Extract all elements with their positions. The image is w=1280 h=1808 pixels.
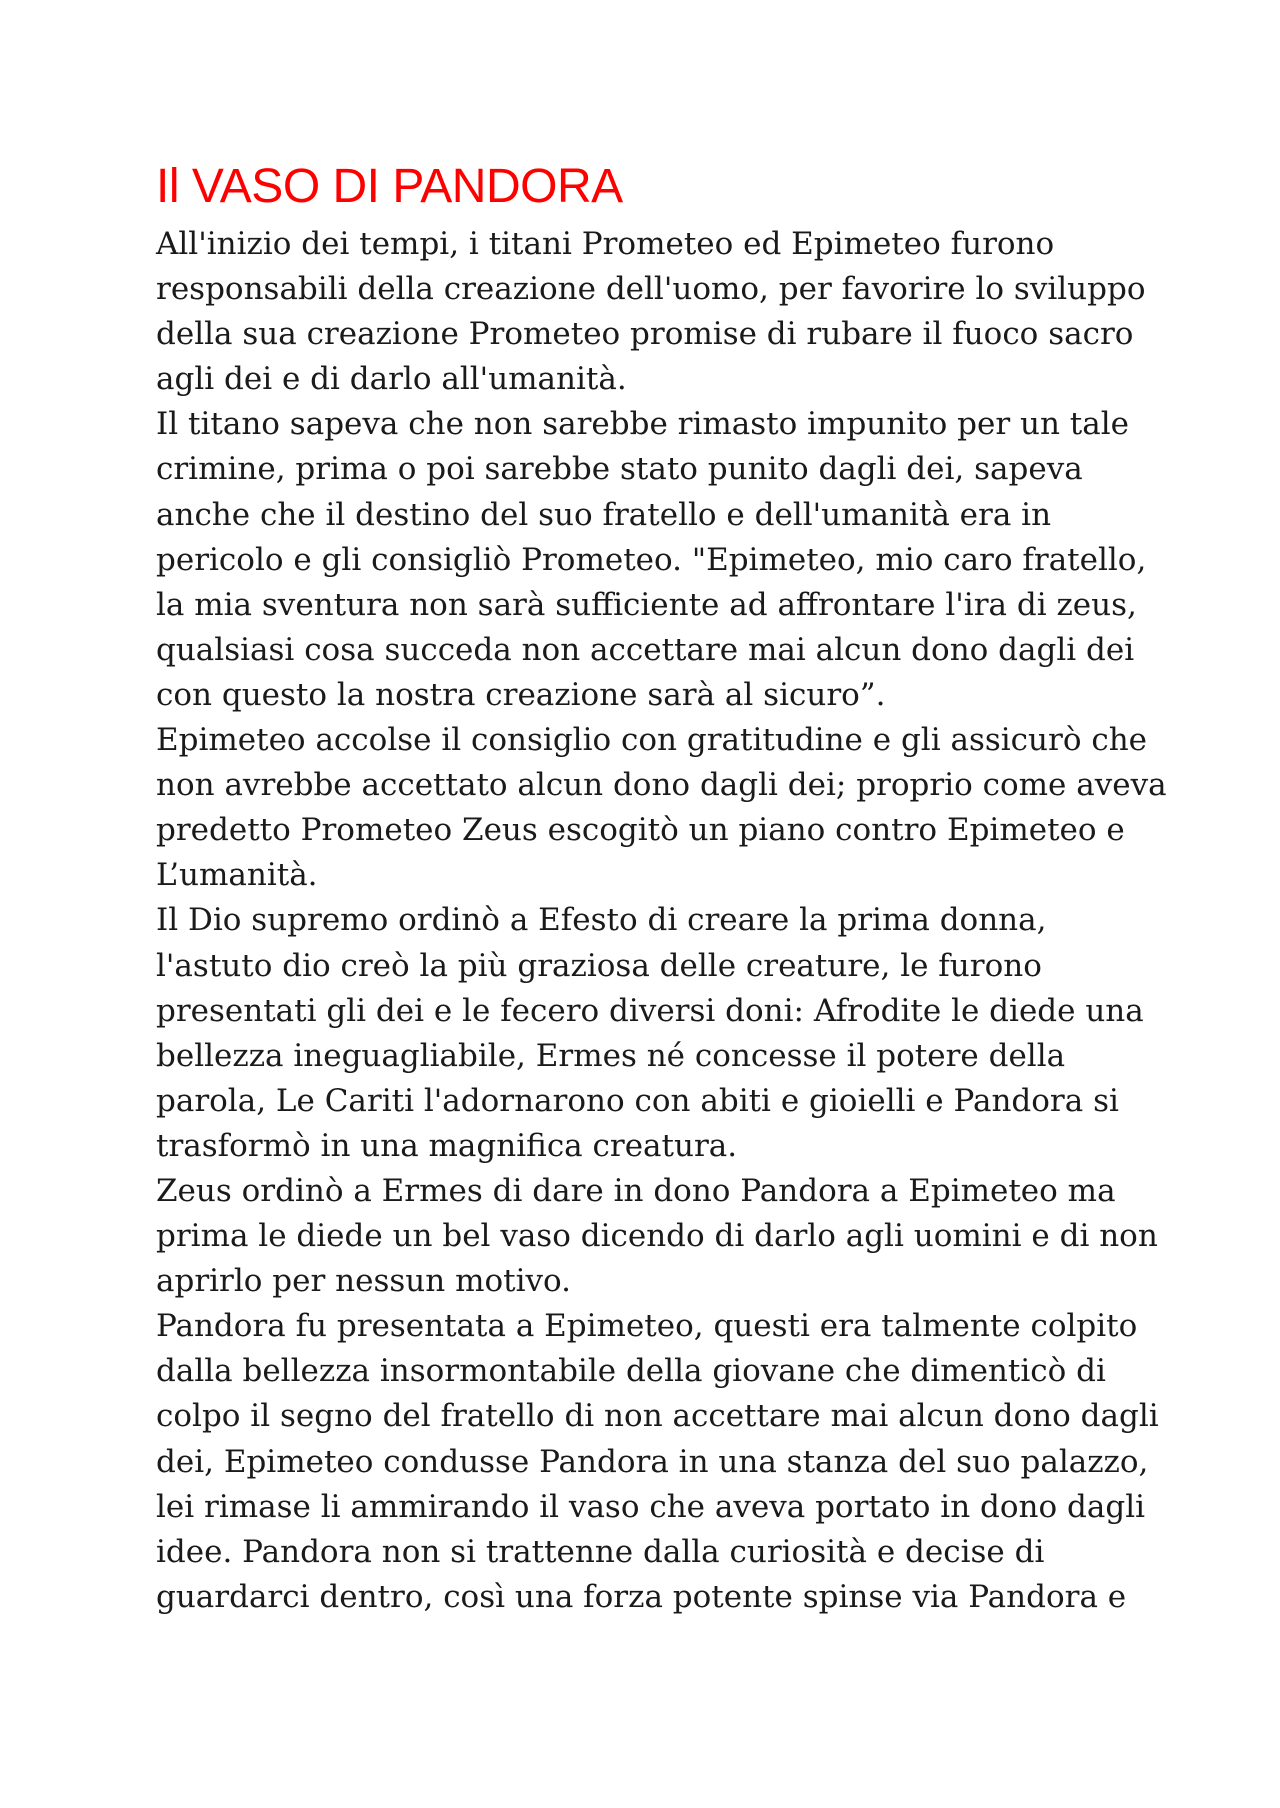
text-line: responsabili della creazione dell'uomo, per favorire lo sviluppo [156,271,1146,308]
text-line: l'astuto dio creò la più graziosa delle creature, le furono [156,947,1042,984]
text-line: predetto Prometeo Zeus escogitò un piano contro Epimeteo e [156,812,1125,849]
text-line: parola, Le Cariti l'adornarono con abiti e gioielli e Pandora si [156,1082,1119,1119]
text-line: Il titano sapeva che non sarebbe rimasto impunito per un tale [156,406,1129,443]
document-title: Il VASO DI PANDORA [156,160,623,213]
text-line: Zeus ordinò a Ermes di dare in dono Pandora a Epimeteo ma [156,1172,1116,1209]
text-line: dei, Epimeteo condusse Pandora in una stanza del suo palazzo, [156,1443,1149,1480]
text-line: aprirlo per nessun motivo. [156,1263,572,1300]
text-line: Pandora fu presentata a Epimeteo, questi era talmente colpito [156,1308,1138,1345]
text-line: la mia sventura non sarà sufficiente ad affrontare l'ira di zeus, [156,586,1137,623]
text-line: L’umanità. [156,857,318,894]
text-line: non avrebbe accettato alcun dono dagli dei; proprio come aveva [156,767,1167,804]
text-line: Epimeteo accolse il consiglio con gratitudine e gli assicurò che [156,722,1148,759]
text-line: qualsiasi cosa succeda non accettare mai alcun dono dagli dei [156,631,1135,668]
text-line: idee. Pandora non si trattenne dalla curiosità e decise di [156,1533,1045,1570]
text-line: lei rimase li ammirando il vaso che aveva portato in dono dagli [156,1488,1146,1525]
text-line: guardarci dentro, così una forza potente spinse via Pandora e [156,1578,1127,1615]
document-body [156,222,1167,1620]
text-line: presentati gli dei e le fecero diversi doni: Afrodite le diede una [156,992,1144,1029]
text-line: pericolo e gli consigliò Prometeo. "Epimeteo, mio caro fratello, [156,541,1147,578]
text-line: Il Dio supremo ordinò a Efesto di creare la prima donna, [156,902,1047,939]
text-line: crimine, prima o poi sarebbe stato punito dagli dei, sapeva [156,451,1083,488]
text-line: prima le diede un bel vaso dicendo di darlo agli uomini e di non [156,1218,1158,1255]
text-line: anche che il destino del suo fratello e dell'umanità era in [156,496,1052,533]
text-line: bellezza ineguagliabile, Ermes né concesse il potere della [156,1037,1066,1074]
text-line: dalla bellezza insormontabile della giovane che dimenticò di [156,1353,1106,1390]
text-line: colpo il segno del fratello di non accettare mai alcun dono dagli [156,1398,1159,1435]
text-line: agli dei e di darlo all'umanità. [156,361,627,398]
text-line: con questo la nostra creazione sarà al sicuro”. [156,676,886,713]
text-line: trasformò in una magnifica creatura. [156,1127,738,1164]
text-line: della sua creazione Prometeo promise di rubare il fuoco sacro [156,316,1134,353]
text-line: All'inizio dei tempi, i titani Prometeo ed Epimeteo furono [156,226,1055,262]
